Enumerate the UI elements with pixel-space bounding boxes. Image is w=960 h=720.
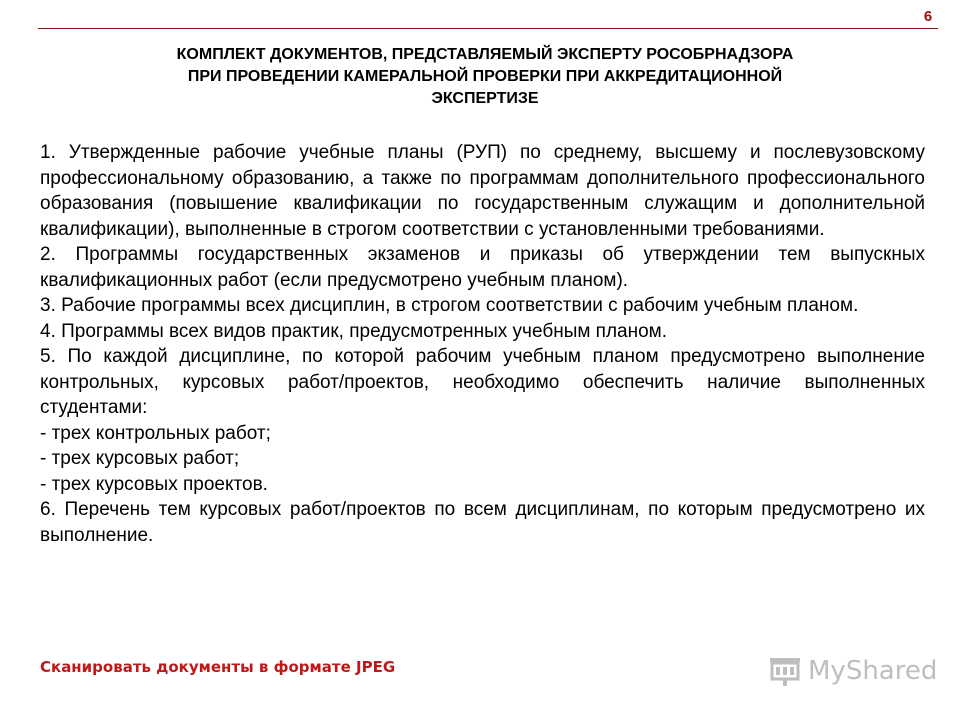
title-line: ЭКСПЕРТИЗЕ (431, 90, 539, 107)
watermark (768, 654, 937, 688)
list-item: 1. Утвержденные рабочие учебные планы (РУП) по среднему, высшему и послевузовскому профессиональному образованию, а также по программам дополнительного профессионального образования (повышение квалификации по государственным служащим и дополнительной квалификации), выполненные в строгом соответствии с установленными требованиями. (40, 142, 925, 240)
list-item: - трех курсовых проектов. (40, 473, 268, 495)
list-item: 4. Программы всех видов практик, предусмотренных учебным планом. (40, 320, 668, 342)
list-item: - трех курсовых работ; (40, 448, 240, 469)
list-item: 6. Перечень тем курсовых работ/проектов по всем дисциплинам, по которым предусмотрено их выполнение. (40, 499, 925, 546)
page-number: 6 (923, 8, 933, 25)
watermark-text: MyShared (808, 656, 938, 686)
presentation-board-icon (768, 654, 802, 688)
list-item: 3. Рабочие программы всех дисциплин, в строгом соответствии с рабочим учебным планом. (40, 295, 859, 316)
slide-title (40, 44, 930, 110)
footer-note: Сканировать документы в формате JPEG (40, 658, 396, 676)
title-line: КОМПЛЕКТ ДОКУМЕНТОВ, ПРЕДСТАВЛЯЕМЫЙ ЭКСПЕРТУ РОСОБРНАДЗОРА (176, 46, 794, 63)
list-item: 5. По каждой дисциплине, по которой рабочим учебным планом предусмотрено выполнение контрольных, курсовых работ/проектов, необходимо обеспечить наличие выполненных студентами: (40, 346, 925, 418)
document-list (40, 140, 925, 548)
list-item: - трех контрольных работ; (40, 422, 271, 444)
list-item: 2. Программы государственных экзаменов и приказы об утверждении тем выпускных квалификационных работ (если предусмотрено учебным планом). (40, 244, 925, 291)
title-line: ПРИ ПРОВЕДЕНИИ КАМЕРАЛЬНОЙ ПРОВЕРКИ ПРИ АККРЕДИТАЦИОННОЙ (187, 68, 783, 85)
top-rule (38, 28, 938, 29)
